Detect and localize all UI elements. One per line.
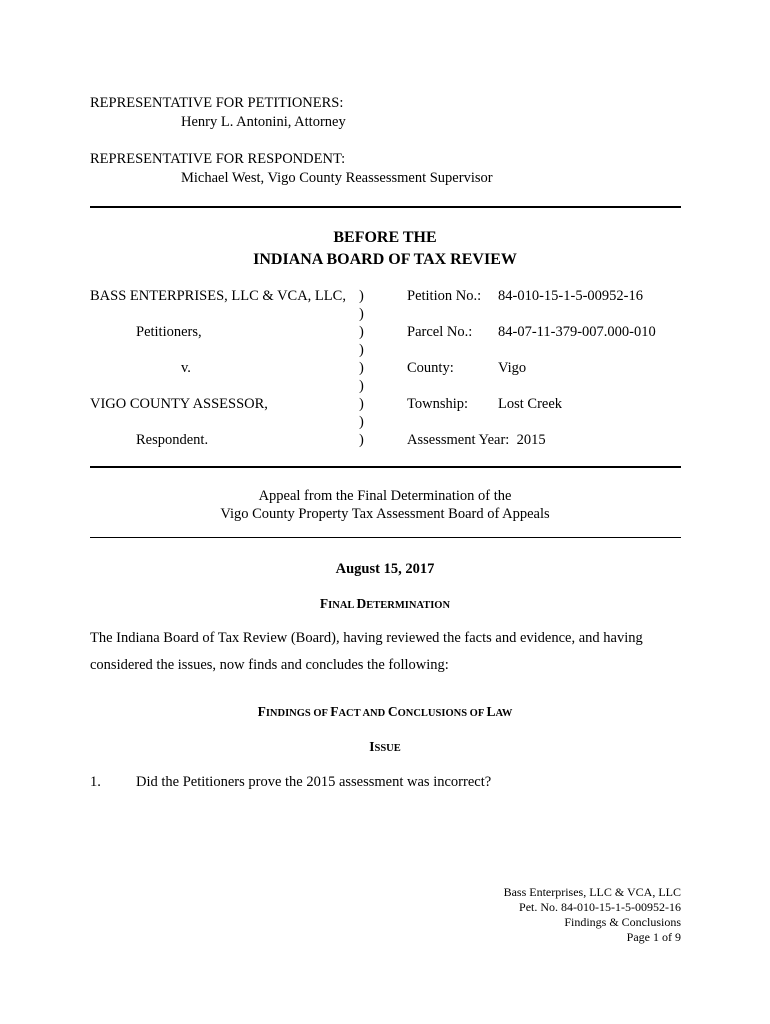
caption-paren: )	[359, 396, 364, 412]
caption-respondent-role: Respondent.	[136, 432, 209, 448]
final-determination-heading: FINAL DETERMINATION	[319, 596, 451, 611]
intro-line-2: considered the issues, now finds and concludes the following:	[90, 657, 449, 673]
caption-versus: v.	[181, 360, 191, 376]
field-petition-no-label: Petition No.:	[407, 288, 482, 304]
issue-heading: ISSUE	[369, 739, 401, 754]
field-township-label: Township:	[407, 396, 469, 412]
caption-paren: )	[359, 288, 364, 304]
caption-paren: )	[359, 414, 364, 430]
field-petition-no-value: 84-010-15-1-5-00952-16	[498, 288, 643, 304]
field-assessment-year	[407, 431, 546, 449]
divider-appeal	[90, 537, 681, 538]
issue-number: 1.	[90, 774, 101, 790]
field-county-value: Vigo	[498, 360, 527, 376]
findings-heading: FINDINGS OF FACT AND CONCLUSIONS OF LAW	[257, 704, 513, 719]
issue-text: Did the Petitioners prove the 2015 assessment was incorrect?	[136, 774, 492, 790]
field-parcel-no-label: Parcel No.:	[407, 324, 473, 340]
petitioners-rep-label: REPRESENTATIVE FOR PETITIONERS:	[90, 95, 344, 111]
field-assessment-year-label: Assessment Year:	[407, 432, 510, 448]
caption-paren: )	[359, 342, 364, 358]
caption-paren: )	[359, 360, 364, 376]
caption-paren: )	[359, 378, 364, 394]
decision-date: August 15, 2017	[335, 561, 435, 577]
field-parcel-no-value: 84-07-11-379-007.000-010	[498, 324, 656, 340]
caption-paren: )	[359, 306, 364, 322]
field-assessment-year-value: 2015	[516, 432, 546, 448]
intro-line-1: The Indiana Board of Tax Review (Board), having reviewed the facts and evidence, and having	[90, 630, 643, 646]
respondent-rep-label: REPRESENTATIVE FOR RESPONDENT:	[90, 151, 346, 167]
field-county-label: County:	[407, 360, 454, 376]
divider-top	[90, 206, 681, 208]
divider-caption	[90, 466, 681, 468]
appeal-line-2: Vigo County Property Tax Assessment Board of Appeals	[220, 506, 550, 522]
caption-paren: )	[359, 324, 364, 340]
heading-line-2: INDIANA BOARD OF TAX REVIEW	[253, 251, 517, 268]
heading-line-1: BEFORE THE	[333, 229, 437, 246]
appeal-line-1: Appeal from the Final Determination of the	[258, 488, 512, 504]
footer-line-3: Findings & Conclusions	[564, 915, 681, 929]
caption-petitioner: BASS ENTERPRISES, LLC & VCA, LLC,	[90, 288, 346, 304]
petitioners-rep-name: Henry L. Antonini, Attorney	[181, 114, 346, 130]
footer-page-number: Page 1 of 9	[626, 930, 681, 944]
caption-paren: )	[359, 432, 364, 448]
field-township-value: Lost Creek	[498, 396, 563, 412]
caption-petitioners-role: Petitioners,	[136, 324, 202, 340]
caption-respondent: VIGO COUNTY ASSESSOR,	[90, 396, 268, 412]
footer-line-2: Pet. No. 84-010-15-1-5-00952-16	[519, 900, 681, 914]
respondent-rep-name: Michael West, Vigo County Reassessment Supervisor	[181, 170, 493, 186]
footer-line-1: Bass Enterprises, LLC & VCA, LLC	[503, 885, 681, 899]
